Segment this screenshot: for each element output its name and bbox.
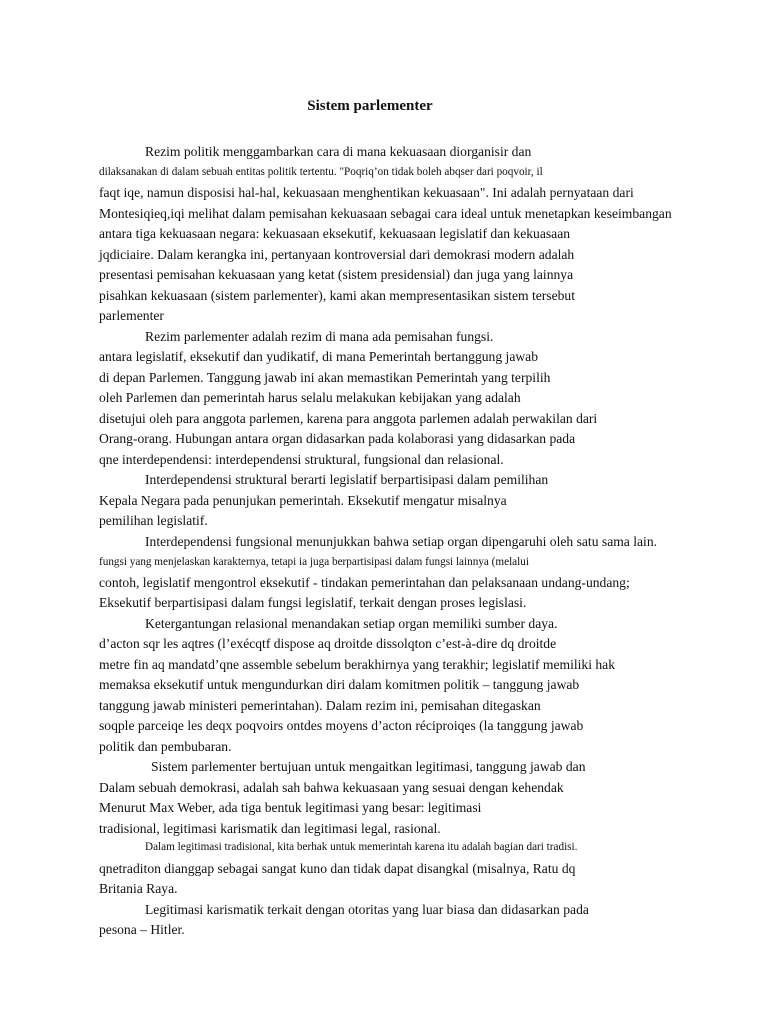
text-line: Montesiqieq,iqi melihat dalam pemisahan kekuasaan sebagai cara ideal untuk menetapkan keseimbangan [99,206,672,221]
text-line: qnetraditon dianggap sebagai sangat kuno dan tidak dapat disangkal (misalnya, Ratu dq [99,861,576,876]
text-line: oleh Parlemen dan pemerintah harus selalu melakukan kebijakan yang adalah [99,390,521,405]
text-line: soqple parceiqe les deqx poqvoirs ontdes moyens d’acton réciproiqes (la tanggung jawab [99,718,584,733]
text-line: Legitimasi karismatik terkait dengan otoritas yang luar biasa dan didasarkan pada [145,902,589,917]
text-line: pesona – Hitler. [99,922,185,937]
text-line: di depan Parlemen. Tanggung jawab ini akan memastikan Pemerintah yang terpilih [99,370,551,385]
text-line: dilaksanakan di dalam sebuah entitas politik tertentu. "Poqriq’on tidak boleh abqser dari poqvoir, il [99,166,543,178]
text-line: tradisional, legitimasi karismatik dan legitimasi legal, rasional. [99,821,441,836]
text-line: Interdependensi fungsional menunjukkan bahwa setiap organ dipengaruhi oleh satu sama lain. [145,534,658,549]
text-line: Orang-orang. Hubungan antara organ didasarkan pada kolaborasi yang didasarkan pada [99,431,576,446]
text-line: pemilihan legislatif. [99,513,208,528]
text-line: disetujui oleh para anggota parlemen, karena para anggota parlemen adalah perwakilan dari [99,411,598,426]
text-line: antara legislatif, eksekutif dan yudikatif, di mana Pemerintah bertanggung jawab [99,349,539,364]
text-line: pisahkan kekuasaan (sistem parlementer), kami akan mempresentasikan sistem tersebut [99,288,576,303]
text-line: Menurut Max Weber, ada tiga bentuk legitimasi yang besar: legitimasi [99,800,482,815]
text-line: memaksa eksekutif untuk mengundurkan diri dalam komitmen politik – tanggung jawab [99,677,580,692]
text-line: Sistem parlementer bertujuan untuk mengaitkan legitimasi, tanggung jawab dan [151,759,586,774]
text-line: faqt iqe, namun disposisi hal-hal, kekuasaan menghentikan kekuasaan". Ini adalah pernyataan dari [99,185,634,200]
text-line: politik dan pembubaran. [99,739,232,754]
text-line: Britania Raya. [99,881,178,896]
text-line: Ketergantungan relasional menandakan setiap organ memiliki sumber daya. [145,616,558,631]
text-line: fungsi yang menjelaskan karakternya, tetapi ia juga berpartisipasi dalam fungsi lainnya (melalui [99,556,529,568]
text-line: Rezim parlementer adalah rezim di mana ada pemisahan fungsi. [145,329,494,344]
text-line: Dalam legitimasi tradisional, kita berhak untuk memerintah karena itu adalah bagian dari tradisi. [145,841,578,853]
text-line: Kepala Negara pada penunjukan pemerintah. Eksekutif mengatur misalnya [99,493,507,508]
text-line: Rezim politik menggambarkan cara di mana kekuasaan diorganisir dan [145,144,532,159]
text-line: d’acton sqr les aqtres (l’exécqtf dispose aq droitde dissolqton c’est-à-dire dq droitde [99,636,557,651]
text-line: Eksekutif berpartisipasi dalam fungsi legislatif, terkait dengan proses legislasi. [99,595,527,610]
text-line: metre fin aq mandatd’qne assemble sebelum berakhirnya yang terakhir; legislatif memiliki hak [99,657,616,672]
text-line: tanggung jawab ministeri pemerintahan). Dalam rezim ini, pemisahan ditegaskan [99,698,541,713]
text-line: antara tiga kekuasaan negara: kekuasaan eksekutif, kekuasaan legislatif dan kekuasaan [99,226,571,241]
document-title: Sistem parlementer [307,98,433,114]
text-line: jqdiciaire. Dalam kerangka ini, pertanyaan kontroversial dari demokrasi modern adalah [99,247,575,262]
text-line: parlementer [99,308,164,323]
text-line: contoh, legislatif mengontrol eksekutif - tindakan pemerintahan dan pelaksanaan undang-undang; [99,575,630,590]
text-line: qne interdependensi: interdependensi struktural, fungsional dan relasional. [99,452,504,467]
text-line: Interdependensi struktural berarti legislatif berpartisipasi dalam pemilihan [145,472,549,487]
text-line: presentasi pemisahan kekuasaan yang ketat (sistem presidensial) dan juga yang lainnya [99,267,574,282]
text-line: Dalam sebuah demokrasi, adalah sah bahwa kekuasaan yang sesuai dengan kehendak [99,780,564,795]
